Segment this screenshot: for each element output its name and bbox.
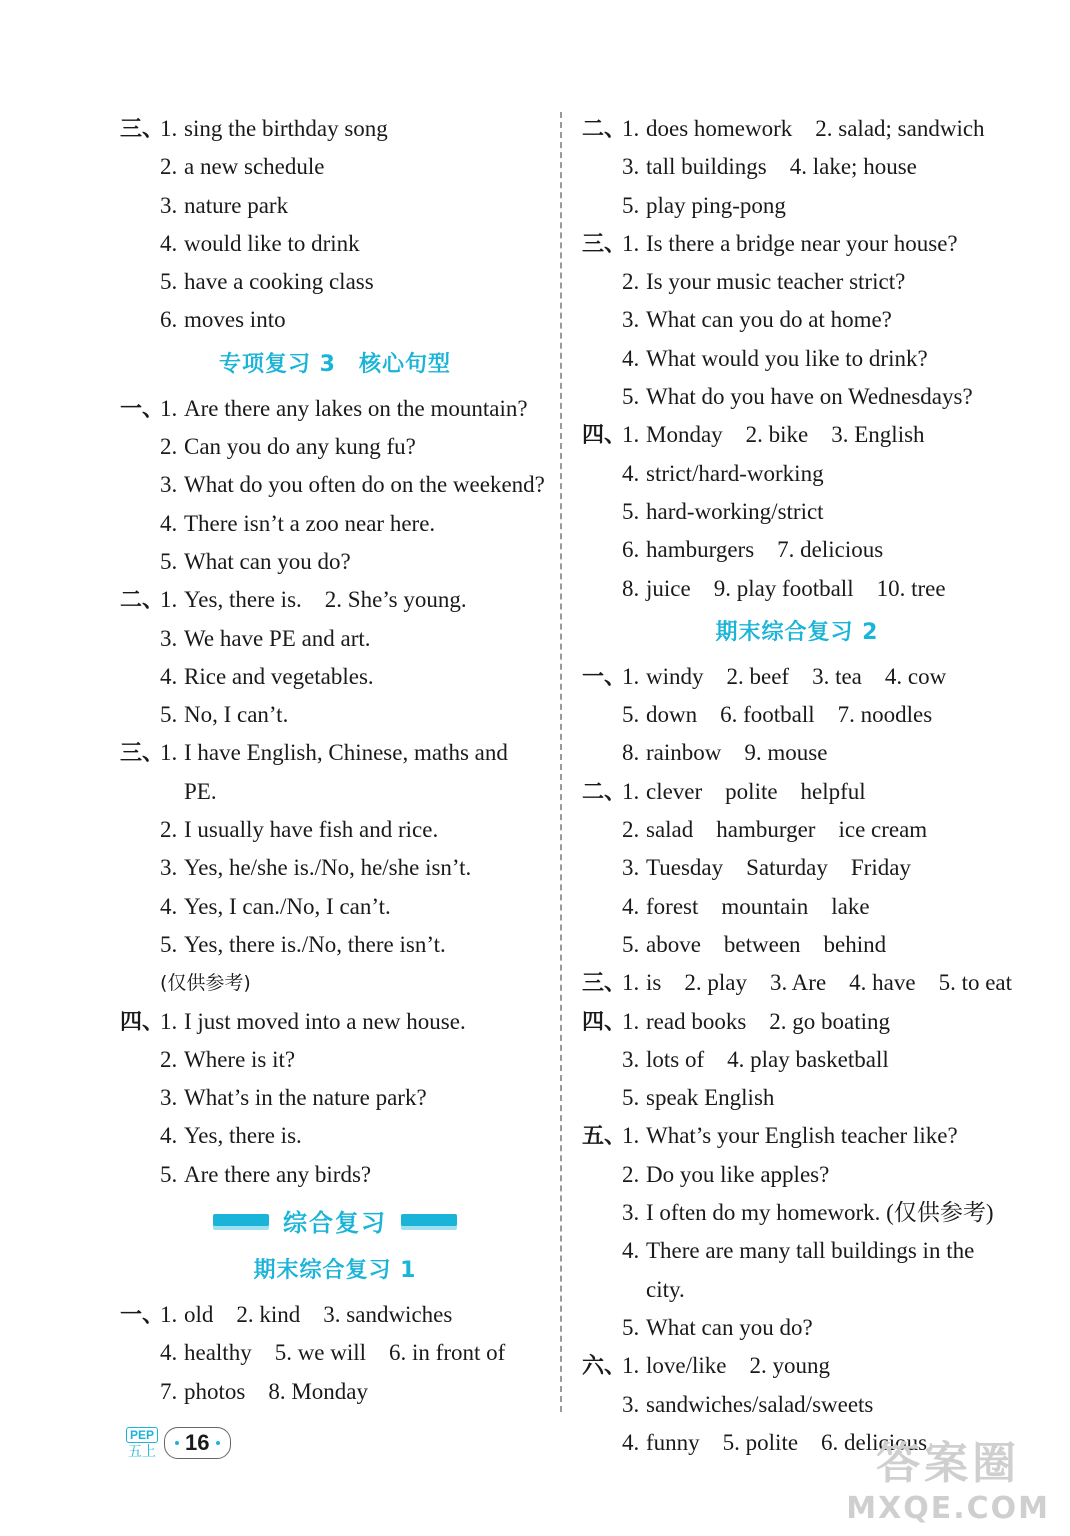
banner-bar-left bbox=[213, 1214, 269, 1226]
answer-text: speak English bbox=[646, 1085, 775, 1111]
answer-line bbox=[582, 964, 1012, 1002]
section-number: 六、 bbox=[582, 1354, 627, 1380]
answer-text: What’s in the nature park? bbox=[184, 1085, 427, 1111]
item-number: 5. bbox=[160, 702, 178, 728]
section-number: 三、 bbox=[120, 117, 165, 142]
item-number: 1. bbox=[622, 970, 640, 996]
item-number: 1. bbox=[160, 740, 178, 766]
review-banner bbox=[120, 1194, 550, 1246]
item-number: 3. bbox=[622, 154, 640, 180]
answer-line bbox=[582, 696, 1012, 734]
answer-text: Tuesday Saturday Friday bbox=[646, 855, 911, 881]
answer-text: nature park bbox=[184, 192, 289, 218]
answer-text: I often do my homework. (仅供参考) bbox=[646, 1200, 994, 1226]
section-heading: 期末综合复习 1 bbox=[253, 1258, 417, 1284]
item-number: 3. bbox=[160, 1085, 178, 1111]
dot-icon bbox=[216, 1441, 220, 1445]
answer-text: Yes, there is. 2. She’s young. bbox=[184, 587, 467, 613]
section-heading: 期末综合复习 2 bbox=[715, 619, 879, 645]
answer-text: No, I can’t. bbox=[184, 702, 289, 728]
item-number: 1. bbox=[622, 230, 640, 256]
section-number: 一、 bbox=[120, 396, 165, 422]
column-divider bbox=[560, 112, 562, 1412]
answer-text: Do you like apples? bbox=[646, 1161, 830, 1187]
answer-text: does homework 2. salad; sandwich bbox=[646, 116, 985, 141]
item-number: 1. bbox=[622, 422, 640, 448]
item-number: 5. bbox=[160, 269, 178, 295]
answer-text: What do you often do on the weekend? bbox=[184, 472, 545, 498]
answer-text: What do you have on Wednesdays? bbox=[646, 384, 973, 410]
item-number: 4. bbox=[622, 345, 640, 371]
item-number: 5. bbox=[160, 1161, 178, 1187]
answer-text: love/like 2. young bbox=[646, 1353, 830, 1379]
answer-line bbox=[582, 1117, 1012, 1155]
item-number: 5. bbox=[622, 1314, 640, 1340]
answer-text: Is there a bridge near your house? bbox=[646, 230, 958, 256]
watermark-en: MXQE.COM bbox=[846, 1491, 1050, 1526]
answer-line bbox=[582, 849, 1012, 887]
answer-line bbox=[120, 620, 550, 658]
item-number: 1. bbox=[160, 1008, 178, 1034]
answer-text: would like to drink bbox=[184, 230, 360, 256]
item-number: 3. bbox=[622, 1391, 640, 1417]
answer-text: down 6. football 7. noodles bbox=[646, 702, 933, 728]
answer-line bbox=[120, 543, 550, 581]
answer-text: sing the birthday song bbox=[184, 116, 388, 141]
item-number: 1. bbox=[622, 663, 640, 689]
answer-line bbox=[120, 696, 550, 734]
answer-line bbox=[120, 505, 550, 543]
answer-line bbox=[582, 1041, 1012, 1079]
banner-bar-right bbox=[401, 1214, 457, 1226]
answer-continuation: city. bbox=[646, 1276, 685, 1302]
item-number: 1. bbox=[622, 1353, 640, 1379]
answer-line bbox=[582, 263, 1012, 301]
answer-line bbox=[582, 734, 1012, 772]
answer-text: juice 9. play football 10. tree bbox=[646, 575, 946, 601]
item-number: 8. bbox=[622, 575, 640, 601]
answer-line bbox=[120, 1334, 550, 1372]
answer-line bbox=[120, 301, 550, 339]
answer-text: Yes, there is. bbox=[184, 1123, 302, 1149]
answer-text: read books 2. go boating bbox=[646, 1008, 891, 1034]
answer-line bbox=[582, 926, 1012, 964]
answer-text: play ping-pong bbox=[646, 192, 786, 218]
item-number: 5. bbox=[160, 548, 178, 574]
answer-text: hamburgers 7. delicious bbox=[646, 537, 884, 563]
answer-line bbox=[120, 1156, 550, 1194]
item-number: 3. bbox=[160, 855, 178, 881]
item-number: 2. bbox=[160, 817, 178, 843]
left-column bbox=[120, 110, 550, 1411]
answer-text: tall buildings 4. lake; house bbox=[646, 154, 917, 180]
answer-text: salad hamburger ice cream bbox=[646, 817, 928, 843]
item-number: 5. bbox=[622, 384, 640, 410]
answer-line bbox=[582, 773, 1012, 811]
answer-line bbox=[120, 1296, 550, 1334]
item-number: 2. bbox=[160, 1046, 178, 1072]
item-number: 4. bbox=[622, 1238, 640, 1264]
item-number: 2. bbox=[160, 434, 178, 460]
right-column bbox=[582, 110, 1012, 1462]
item-number: 4. bbox=[160, 1123, 178, 1149]
answer-line bbox=[120, 466, 550, 504]
answer-line bbox=[582, 378, 1012, 416]
item-number: 2. bbox=[160, 154, 178, 180]
answer-text: forest mountain lake bbox=[646, 893, 870, 919]
answer-text: healthy 5. we will 6. in front of bbox=[184, 1340, 506, 1366]
section-number: 三、 bbox=[582, 231, 627, 257]
item-number: 1. bbox=[160, 116, 178, 141]
answer-text: I have English, Chinese, maths and bbox=[184, 740, 508, 766]
answer-line bbox=[582, 811, 1012, 849]
item-number: 6. bbox=[622, 537, 640, 563]
answer-line bbox=[120, 148, 550, 186]
answer-text: clever polite helpful bbox=[646, 778, 866, 804]
answer-text: Yes, there is./No, there isn’t. bbox=[184, 931, 446, 957]
answer-text: What can you do? bbox=[184, 548, 351, 574]
section-number: 四、 bbox=[582, 423, 627, 449]
watermark-cn: 答案圈 bbox=[876, 1438, 1021, 1489]
dot-icon bbox=[175, 1441, 179, 1445]
page-footer bbox=[126, 1424, 231, 1462]
answer-line bbox=[120, 888, 550, 926]
item-number: 4. bbox=[160, 230, 178, 256]
page-number-pill bbox=[164, 1427, 230, 1459]
item-number: 2. bbox=[622, 269, 640, 295]
banner-title: 综合复习 bbox=[283, 1208, 387, 1237]
answer-line bbox=[582, 570, 1012, 608]
answer-text: Can you do any kung fu? bbox=[184, 434, 416, 460]
answer-line bbox=[120, 1079, 550, 1117]
item-number: 2. bbox=[622, 1161, 640, 1187]
answer-line bbox=[582, 1003, 1012, 1041]
item-number: 3. bbox=[160, 192, 178, 218]
answer-line bbox=[582, 1232, 1012, 1270]
answer-text: is 2. play 3. Are 4. have 5. to eat bbox=[646, 970, 1013, 996]
edition-badge bbox=[126, 1427, 158, 1459]
item-number: 3. bbox=[160, 472, 178, 498]
answer-text: hard-working/strict bbox=[646, 498, 824, 524]
answer-line bbox=[582, 531, 1012, 569]
item-number: 7. bbox=[160, 1378, 178, 1404]
answer-line bbox=[120, 926, 550, 964]
answer-text: old 2. kind 3. sandwiches bbox=[184, 1302, 453, 1328]
item-number: 3. bbox=[622, 1200, 640, 1226]
answer-text: What can you do? bbox=[646, 1314, 813, 1340]
edition-badge-pep: PEP bbox=[126, 1427, 158, 1443]
section-number: 二、 bbox=[582, 779, 627, 805]
item-number: 1. bbox=[622, 1008, 640, 1034]
answer-text: There isn’t a zoo near here. bbox=[184, 510, 436, 536]
answer-line bbox=[582, 888, 1012, 926]
answer-line bbox=[120, 187, 550, 225]
reference-note: (仅供参考) bbox=[160, 972, 251, 995]
item-number: 1. bbox=[160, 587, 178, 613]
answer-line bbox=[120, 734, 550, 772]
answer-line bbox=[120, 849, 550, 887]
answer-line bbox=[120, 1003, 550, 1041]
answer-text: Is your music teacher strict? bbox=[646, 269, 906, 295]
item-number: 5. bbox=[622, 192, 640, 218]
section-heading: 专项复习 3 核心句型 bbox=[219, 351, 451, 377]
answer-line bbox=[120, 811, 550, 849]
section-number: 四、 bbox=[582, 1009, 627, 1035]
watermark bbox=[846, 1427, 1050, 1526]
item-number: 5. bbox=[622, 498, 640, 524]
item-number: 1. bbox=[160, 395, 178, 421]
item-number: 4. bbox=[622, 893, 640, 919]
answer-text: windy 2. beef 3. tea 4. cow bbox=[646, 663, 947, 689]
answer-line bbox=[120, 110, 550, 148]
item-number: 4. bbox=[622, 1429, 640, 1455]
item-number: 4. bbox=[622, 460, 640, 486]
answer-text: Are there any birds? bbox=[184, 1161, 372, 1187]
answer-line bbox=[582, 148, 1012, 186]
answer-text: strict/hard-working bbox=[646, 460, 824, 486]
answer-line bbox=[582, 493, 1012, 531]
item-number: 1. bbox=[622, 1123, 640, 1149]
section-number: 一、 bbox=[120, 1303, 165, 1329]
answer-text: moves into bbox=[184, 307, 286, 333]
answer-text: What would you like to drink? bbox=[646, 345, 928, 371]
item-number: 1. bbox=[622, 116, 640, 141]
answer-text: above between behind bbox=[646, 931, 887, 957]
answer-line bbox=[120, 1041, 550, 1079]
item-number: 4. bbox=[160, 893, 178, 919]
answer-line bbox=[582, 455, 1012, 493]
item-number: 1. bbox=[622, 778, 640, 804]
page-number: 16 bbox=[185, 1430, 210, 1455]
item-number: 5. bbox=[622, 931, 640, 957]
section-number: 三、 bbox=[120, 741, 165, 767]
answer-text: What can you do at home? bbox=[646, 307, 892, 333]
answer-line bbox=[120, 263, 550, 301]
answer-line bbox=[120, 428, 550, 466]
answer-text: Monday 2. bike 3. English bbox=[646, 422, 925, 448]
answer-text: sandwiches/salad/sweets bbox=[646, 1391, 874, 1417]
answer-text: We have PE and art. bbox=[184, 625, 371, 651]
answer-text: I just moved into a new house. bbox=[184, 1008, 466, 1034]
answer-text: Yes, I can./No, I can’t. bbox=[184, 893, 391, 919]
item-number: 5. bbox=[160, 931, 178, 957]
answer-line bbox=[120, 581, 550, 619]
item-number: 2. bbox=[622, 817, 640, 843]
answer-line bbox=[582, 225, 1012, 263]
edition-badge-grade: 五上 bbox=[128, 1444, 156, 1460]
section-number: 二、 bbox=[582, 117, 627, 142]
answer-continuation: PE. bbox=[184, 778, 217, 804]
answer-line bbox=[582, 110, 1012, 148]
answer-line bbox=[582, 416, 1012, 454]
answer-text: a new schedule bbox=[184, 154, 325, 180]
answer-text: Are there any lakes on the mountain? bbox=[184, 395, 528, 421]
answer-text: I usually have fish and rice. bbox=[184, 817, 439, 843]
answer-line bbox=[582, 1309, 1012, 1347]
answer-text: funny 5. polite 6. delicious bbox=[646, 1429, 928, 1455]
answer-line bbox=[120, 1373, 550, 1411]
answer-text: Where is it? bbox=[184, 1046, 296, 1072]
answer-line bbox=[120, 390, 550, 428]
answer-line bbox=[582, 187, 1012, 225]
answer-line bbox=[582, 301, 1012, 339]
section-number: 一、 bbox=[582, 664, 627, 690]
answer-line bbox=[582, 1156, 1012, 1194]
item-number: 3. bbox=[160, 625, 178, 651]
item-number: 4. bbox=[160, 663, 178, 689]
section-number: 五、 bbox=[582, 1124, 627, 1150]
answer-text: rainbow 9. mouse bbox=[646, 740, 828, 766]
section-number: 四、 bbox=[120, 1009, 165, 1035]
answer-line bbox=[120, 658, 550, 696]
item-number: 5. bbox=[622, 1085, 640, 1111]
answer-text: photos 8. Monday bbox=[184, 1378, 368, 1404]
answer-line bbox=[582, 340, 1012, 378]
answer-line bbox=[582, 1347, 1012, 1385]
answer-line bbox=[582, 658, 1012, 696]
answer-line bbox=[120, 225, 550, 263]
answer-text: Rice and vegetables. bbox=[184, 663, 374, 689]
answer-line bbox=[120, 1117, 550, 1155]
answer-text: There are many tall buildings in the bbox=[646, 1238, 975, 1264]
item-number: 3. bbox=[622, 307, 640, 333]
item-number: 4. bbox=[160, 510, 178, 536]
section-number: 二、 bbox=[120, 588, 165, 614]
item-number: 8. bbox=[622, 740, 640, 766]
answer-text: What’s your English teacher like? bbox=[646, 1123, 958, 1149]
item-number: 1. bbox=[160, 1302, 178, 1328]
answer-text: Yes, he/she is./No, he/she isn’t. bbox=[184, 855, 472, 881]
item-number: 6. bbox=[160, 307, 178, 333]
answer-line bbox=[582, 1194, 1012, 1232]
answer-text: lots of 4. play basketball bbox=[646, 1046, 889, 1072]
item-number: 4. bbox=[160, 1340, 178, 1366]
answer-text: have a cooking class bbox=[184, 269, 374, 295]
answer-line bbox=[582, 1386, 1012, 1424]
answer-line bbox=[582, 1079, 1012, 1117]
item-number: 3. bbox=[622, 855, 640, 881]
section-number: 三、 bbox=[582, 971, 627, 997]
item-number: 3. bbox=[622, 1046, 640, 1072]
item-number: 5. bbox=[622, 702, 640, 728]
